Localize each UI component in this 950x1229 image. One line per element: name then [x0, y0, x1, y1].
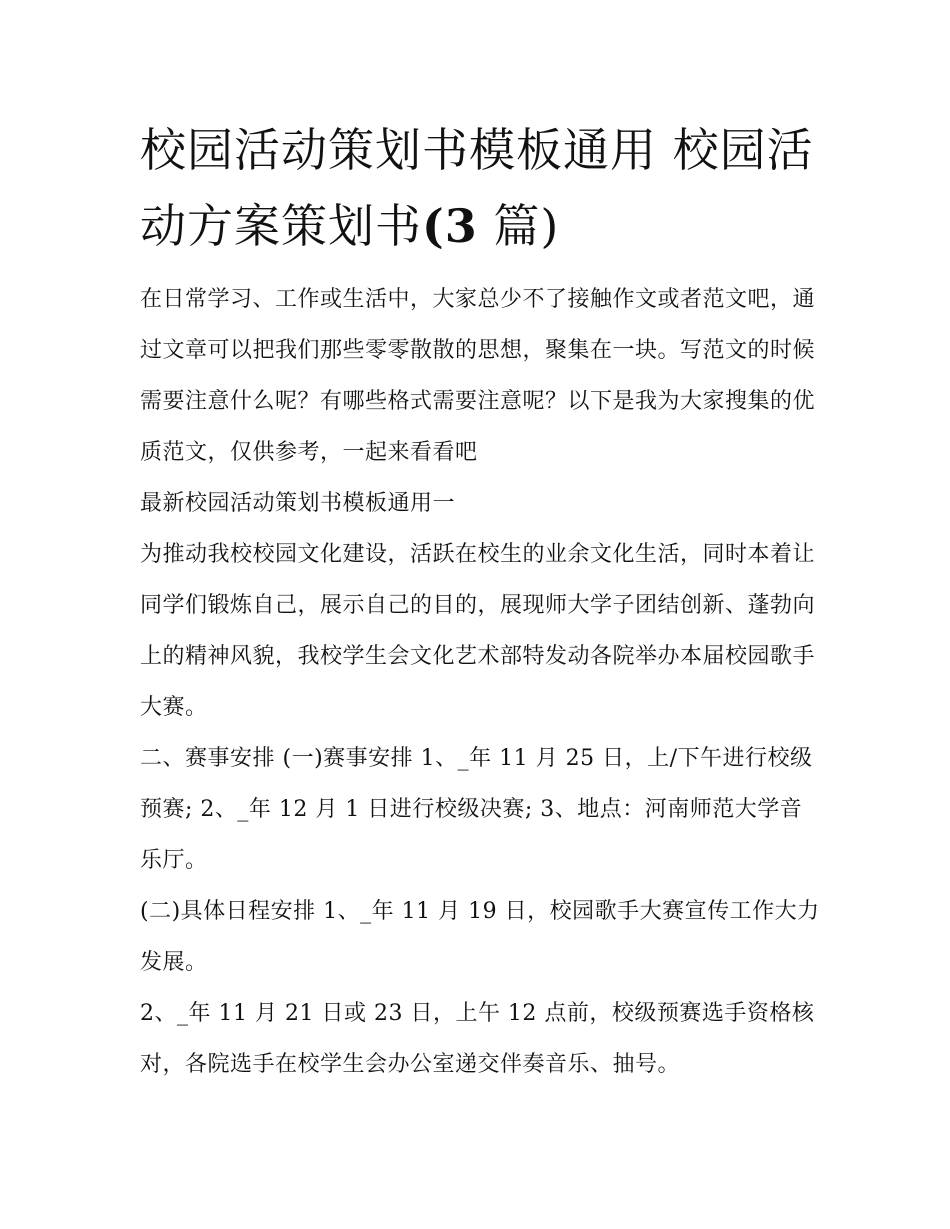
section-heading: 最新校园活动策划书模板通用一	[140, 491, 456, 516]
document-page	[140, 112, 820, 1090]
title-count: (3	[422, 199, 478, 253]
schedule-paragraph: 二、赛事安排 (一)赛事安排 1、_年 11 月 25 日，上/下午进行校级预赛; 2、_年 12 月 1 日进行校级决赛; 3、地点：河南师范大学音乐厅。	[140, 746, 813, 873]
intro-paragraph: 在日常学习、工作或生活中，大家总少不了接触作文或者范文吧，通过文章可以把我们那些零零散散的思想，聚集在一块。写范文的时候需要注意什么呢？有哪些格式需要注意呢？以下是我为大家搜集的优质范文，仅供参考，一起来看看吧	[140, 287, 816, 465]
purpose-paragraph: 为推动我校校园文化建设，活跃在校生的业余文化生活，同时本着让同学们锻炼自己，展示自己的目的，展现师大学子团结创新、蓬勃向上的精神风貌，我校学生会文化艺术部特发动各院举办本届校园歌手大赛。	[140, 542, 816, 720]
detail-schedule-paragraph: (二)具体日程安排 1、_年 11 月 19 日，校园歌手大赛宣传工作大力发展。	[140, 899, 820, 975]
document-title	[140, 112, 820, 264]
title-unit: 篇)	[493, 199, 560, 253]
qualification-paragraph: 2、_年 11 月 21 日或 23 日，上午 12 点前，校级预赛选手资格核对，各院选手在校学生会办公室递交伴奏音乐、抽号。	[140, 1001, 815, 1077]
title-text: 校园活动策划书模板通用 校园活动方案策划书	[140, 123, 814, 253]
